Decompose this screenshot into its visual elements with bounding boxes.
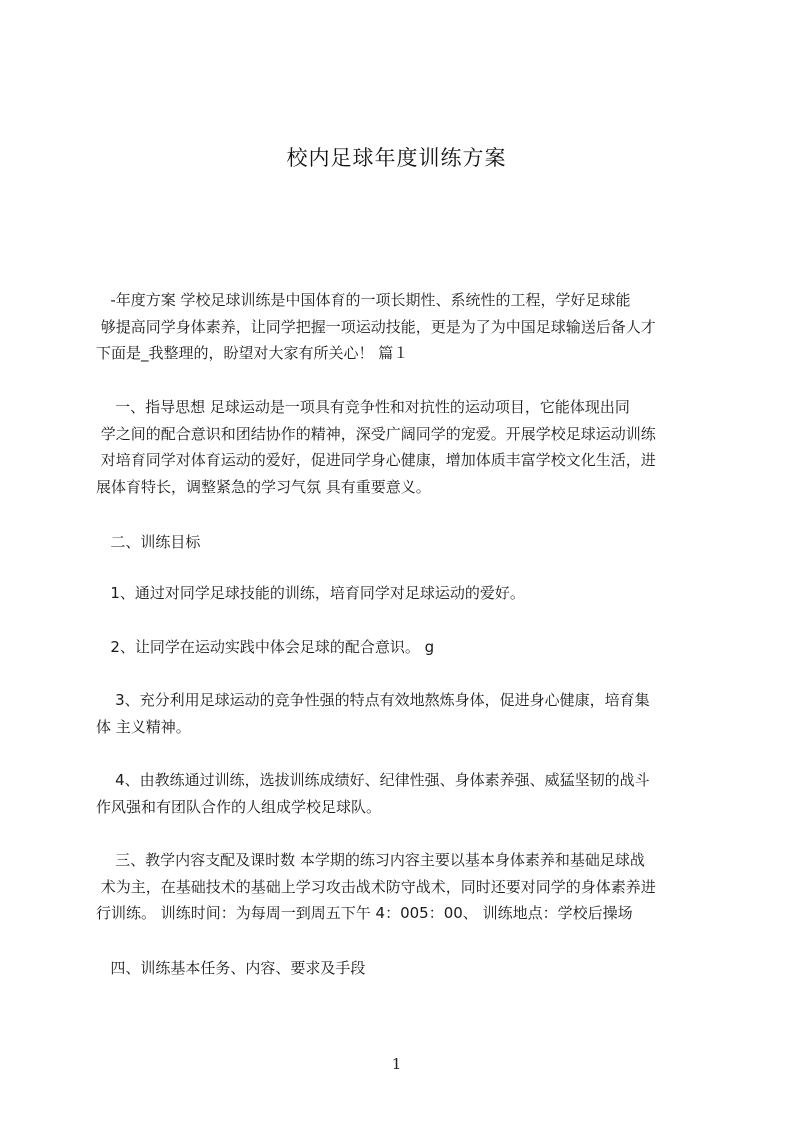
goal-item-3: 3、充分利用足球运动的竞争性强的特点有效地熬炼身体，促进身心健康，培育集 体 主义精神。 [96,691,650,736]
goal-item-2: 2、让同学在运动实践中体会足球的配合意识。 g [96,638,435,656]
goal-item-1: 1、通过对同学足球技能的训练，培育同学对足球运动的爱好。 [96,584,525,602]
paragraph-guiding-principle: 一、指导思想 足球运动是一项具有竞争性和对抗性的运动项目，它能体现出同 学之间的配合意识和团结协作的精神，深受广阔同学的宠爱。开展学校足球运动训练 对培育同学对体育运动的爱好，促进同学身心健康，增加体质丰富学校文化生活，进 展体育特长，调整紧急的学习气氛 具有重要意义。 [96,398,656,496]
paragraph-teaching-content: 三、教学内容支配及课时数 本学期的练习内容主要以基本身体素养和基础足球战 术为主，在基础技术的基础上学习攻击战术防守战术，同时还要对同学的身体素养进 行训练。 训练时间：为每周一到周五下午 4：005：00、 训练地点：学校后操场 [96,851,656,922]
paragraph-intro: -年度方案 学校足球训练是中国体育的一项长期性、系统性的工程，学好足球能 够提高同学身体素养，让同学把握一项运动技能，更是为了为中国足球输送后备人才 下面是_我整理的，盼望对大家有所关心！ 篇１ [96,291,656,362]
document-title: 校内足球年度训练方案 [286,146,507,170]
goal-item-4: 4、由教练通过训练，选拔训练成绩好、纪律性强、身体素养强、威猛坚韧的战斗 作风强和有团队合作的人组成学校足球队。 [96,771,650,816]
heading-training-tasks: 四、训练基本任务、内容、要求及手段 [96,959,366,977]
heading-training-goals: 二、训练目标 [96,533,201,551]
page-number: 1 [391,1055,402,1073]
